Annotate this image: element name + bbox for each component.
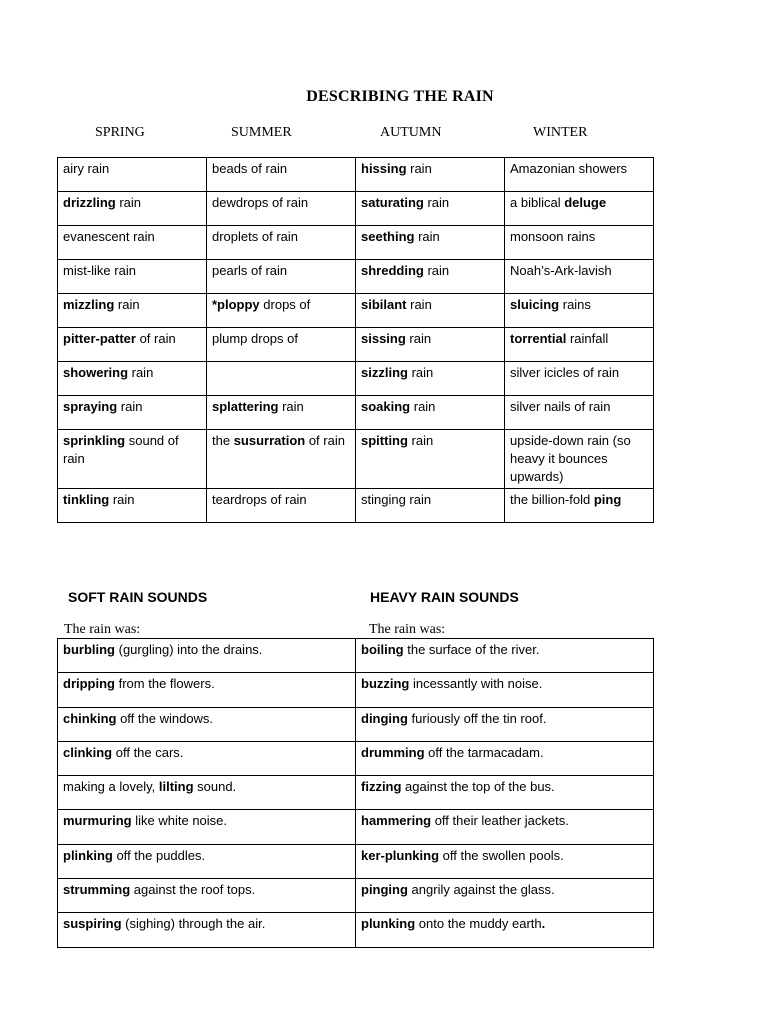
table-cell: [58, 192, 207, 226]
season-heading-autumn: AUTUMN: [380, 125, 442, 140]
cell-text: rain: [423, 263, 450, 278]
table-row: [58, 673, 654, 707]
table-row: [58, 362, 654, 396]
cell-bold-text: sprinkling: [63, 433, 126, 448]
cell-bold-text: fizzing: [361, 779, 402, 795]
table-cell: [505, 226, 654, 260]
table-cell: [356, 879, 654, 913]
table-cell: [207, 260, 356, 294]
cell-bold-text: deluge: [564, 195, 607, 210]
cell-text: incessantly with noise.: [409, 676, 543, 692]
table-cell: [356, 294, 505, 328]
table-row: [58, 192, 654, 226]
cell-text: furiously off the tin roof.: [407, 710, 547, 726]
cell-text: rain: [423, 195, 450, 210]
table-cell: [207, 294, 356, 328]
cell-text: onto the muddy earth: [415, 916, 542, 932]
cell-bold-text: sizzling: [361, 365, 408, 380]
season-heading-summer: SUMMER: [231, 125, 292, 140]
season-heading-winter: WINTER: [533, 125, 588, 140]
cell-text: rain: [406, 161, 432, 176]
cell-bold-text: drumming: [361, 744, 425, 760]
table-cell: [58, 328, 207, 362]
cell-bold-text: soaking: [361, 399, 411, 414]
page-title: DESCRIBING THE RAIN: [306, 88, 494, 105]
cell-bold-text: pitter-patter: [63, 331, 136, 346]
cell-bold-text: mizzling: [63, 297, 115, 312]
cell-text: teardrops of rain: [212, 492, 307, 507]
cell-bold-text: pinging: [361, 882, 408, 898]
cell-text: pearls of rain: [212, 263, 288, 278]
table-cell: [58, 639, 356, 673]
table-cell: [356, 844, 654, 878]
cell-bold-text: dinging: [361, 710, 408, 726]
cell-text: rain: [278, 399, 304, 414]
cell-bold-text: hissing: [361, 161, 407, 176]
table-cell: [58, 260, 207, 294]
cell-bold-text: strumming: [63, 882, 131, 898]
seasons-table: [57, 157, 654, 523]
cell-text: against the roof tops.: [130, 882, 256, 898]
table-cell: [505, 362, 654, 396]
cell-text: rain: [128, 365, 154, 380]
cell-text: plump drops of: [212, 331, 298, 346]
table-cell: [207, 328, 356, 362]
cell-bold-text: ker-plunking: [361, 847, 440, 863]
cell-text: (sighing) through the air.: [121, 916, 266, 932]
table-cell: [505, 260, 654, 294]
table-cell: [356, 328, 505, 362]
table-cell: [207, 362, 356, 396]
cell-text: dewdrops of rain: [212, 195, 309, 210]
cell-text: the billion-fold: [510, 492, 594, 507]
table-row: [58, 226, 654, 260]
table-cell: [58, 776, 356, 810]
cell-text: rain: [407, 433, 434, 448]
cell-bold-text: splattering: [212, 399, 279, 414]
cell-text: monsoon rains: [510, 229, 596, 244]
cell-text: drops of: [259, 297, 311, 312]
cell-bold-text: ping: [593, 492, 622, 507]
table-cell: [207, 430, 356, 489]
cell-bold-text: shredding: [361, 263, 424, 278]
cell-text: off the swollen pools.: [439, 847, 564, 863]
table-cell: [505, 294, 654, 328]
cell-text: Amazonian showers: [510, 161, 628, 176]
cell-bold-text: hammering: [361, 813, 432, 829]
table-cell: [356, 489, 505, 523]
cell-text: silver icicles of rain: [510, 365, 620, 380]
cell-text: off the tarmacadam.: [424, 744, 544, 760]
table-row: [58, 810, 654, 844]
table-row: [58, 260, 654, 294]
cell-text: off the puddles.: [112, 847, 206, 863]
table-cell: [356, 192, 505, 226]
table-cell: [356, 913, 654, 947]
cell-bold-text: dripping: [63, 676, 115, 692]
heavy-rain-heading: HEAVY RAIN SOUNDS: [370, 589, 519, 605]
cell-text: the: [212, 433, 234, 448]
cell-bold-text: *ploppy: [212, 297, 260, 312]
cell-bold-text: boiling: [361, 642, 404, 657]
cell-text: upside-down rain (so heavy it bounces upwards): [510, 433, 631, 484]
cell-bold-text: sibilant: [361, 297, 407, 312]
table-row: [58, 158, 654, 192]
table-cell: [356, 810, 654, 844]
heavy-rain-intro: The rain was:: [369, 622, 446, 637]
cell-text: airy rain: [63, 161, 110, 176]
table-cell: [58, 489, 207, 523]
table-cell: [207, 192, 356, 226]
cell-text: droplets of rain: [212, 229, 298, 244]
table-cell: [505, 489, 654, 523]
cell-text: rain: [414, 229, 440, 244]
cell-text: rain: [109, 492, 135, 507]
cell-bold-text: murmuring: [63, 813, 132, 829]
cell-text: rain: [407, 365, 434, 380]
cell-text: sound.: [193, 779, 237, 795]
table-cell: [58, 430, 207, 489]
table-cell: [356, 673, 654, 707]
table-cell: [505, 396, 654, 430]
cell-text: off the windows.: [116, 710, 214, 726]
cell-text: rain: [406, 297, 432, 312]
cell-text: stinging rain: [361, 492, 432, 507]
table-row: [58, 707, 654, 741]
cell-bold-text: sissing: [361, 331, 406, 346]
cell-text: off the cars.: [112, 744, 184, 760]
cell-bold-text: buzzing: [361, 676, 410, 692]
table-cell: [356, 741, 654, 775]
table-cell: [207, 396, 356, 430]
cell-text: rain: [410, 399, 436, 414]
table-cell: [207, 489, 356, 523]
cell-bold-text: spitting: [361, 433, 408, 448]
table-row: [58, 396, 654, 430]
table-cell: [356, 430, 505, 489]
table-cell: [207, 158, 356, 192]
cell-text: from the flowers.: [115, 676, 215, 692]
cell-bold-text: tinkling: [63, 492, 110, 507]
cell-text: evanescent rain: [63, 229, 155, 244]
table-row: [58, 741, 654, 775]
table-row: [58, 913, 654, 947]
cell-text: silver nails of rain: [510, 399, 611, 414]
cell-text: the surface of the river.: [403, 642, 540, 657]
cell-bold-text: clinking: [63, 744, 113, 760]
soft-rain-heading: SOFT RAIN SOUNDS: [68, 589, 208, 605]
table-row: [58, 776, 654, 810]
cell-text: rainfall: [566, 331, 609, 346]
cell-text: rain: [115, 195, 142, 210]
table-cell: [58, 362, 207, 396]
cell-text: angrily against the glass.: [407, 882, 555, 898]
table-cell: [207, 226, 356, 260]
cell-bold-text: drizzling: [63, 195, 116, 210]
cell-bold-text: plinking: [63, 847, 113, 863]
table-cell: [356, 260, 505, 294]
cell-text: beads of rain: [212, 161, 288, 176]
cell-bold-text: showering: [63, 365, 129, 380]
cell-text: mist-like rain: [63, 263, 136, 278]
table-row: [58, 844, 654, 878]
table-cell: [356, 707, 654, 741]
table-cell: [356, 396, 505, 430]
cell-text: a biblical: [510, 195, 565, 210]
table-row: [58, 430, 654, 489]
cell-text: (gurgling) into the drains.: [115, 642, 263, 657]
cell-bold-text: seething: [361, 229, 415, 244]
table-cell: [58, 844, 356, 878]
cell-text: against the top of the bus.: [401, 779, 555, 795]
table-cell: [58, 158, 207, 192]
rain-sounds-table: [57, 638, 654, 948]
cell-text: making a lovely,: [63, 779, 159, 795]
cell-bold-text: torrential: [510, 331, 567, 346]
cell-text: like white noise.: [131, 813, 228, 829]
table-cell: [58, 707, 356, 741]
table-cell: [505, 192, 654, 226]
cell-text: of rain: [135, 331, 176, 346]
cell-text: of rain: [305, 433, 345, 448]
cell-bold-text: plunking: [361, 916, 416, 932]
table-cell: [58, 879, 356, 913]
table-cell: [58, 396, 207, 430]
table-cell: [58, 741, 356, 775]
table-row: [58, 639, 654, 673]
cell-bold-text: spraying: [63, 399, 118, 414]
cell-bold-text: suspiring: [63, 916, 122, 932]
table-row: [58, 489, 654, 523]
cell-text: Noah’s-Ark-lavish: [510, 263, 612, 278]
table-cell: [58, 913, 356, 947]
table-row: [58, 879, 654, 913]
cell-bold-text: sluicing: [510, 297, 560, 312]
cell-bold-text: burbling: [63, 642, 115, 657]
cell-bold-text: susurration: [233, 433, 306, 448]
cell-bold-text: chinking: [63, 710, 117, 726]
table-cell: [58, 673, 356, 707]
cell-bold-text: .: [541, 916, 546, 932]
cell-text: rain: [114, 297, 140, 312]
cell-bold-text: saturating: [361, 195, 424, 210]
table-cell: [356, 362, 505, 396]
table-cell: [505, 158, 654, 192]
table-cell: [356, 639, 654, 673]
table-cell: [58, 810, 356, 844]
table-cell: [58, 294, 207, 328]
table-cell: [356, 776, 654, 810]
cell-text: rain: [405, 331, 432, 346]
cell-text: rains: [559, 297, 591, 312]
soft-rain-intro: The rain was:: [64, 622, 141, 637]
season-heading-spring: SPRING: [95, 125, 145, 140]
table-cell: [505, 430, 654, 489]
table-cell: [58, 226, 207, 260]
cell-bold-text: lilting: [158, 779, 194, 795]
cell-text: rain: [117, 399, 143, 414]
table-row: [58, 328, 654, 362]
table-cell: [505, 328, 654, 362]
table-cell: [356, 226, 505, 260]
cell-text: off their leather jackets.: [431, 813, 569, 829]
table-row: [58, 294, 654, 328]
cell-text: sound of rain: [63, 433, 179, 466]
table-cell: [356, 158, 505, 192]
